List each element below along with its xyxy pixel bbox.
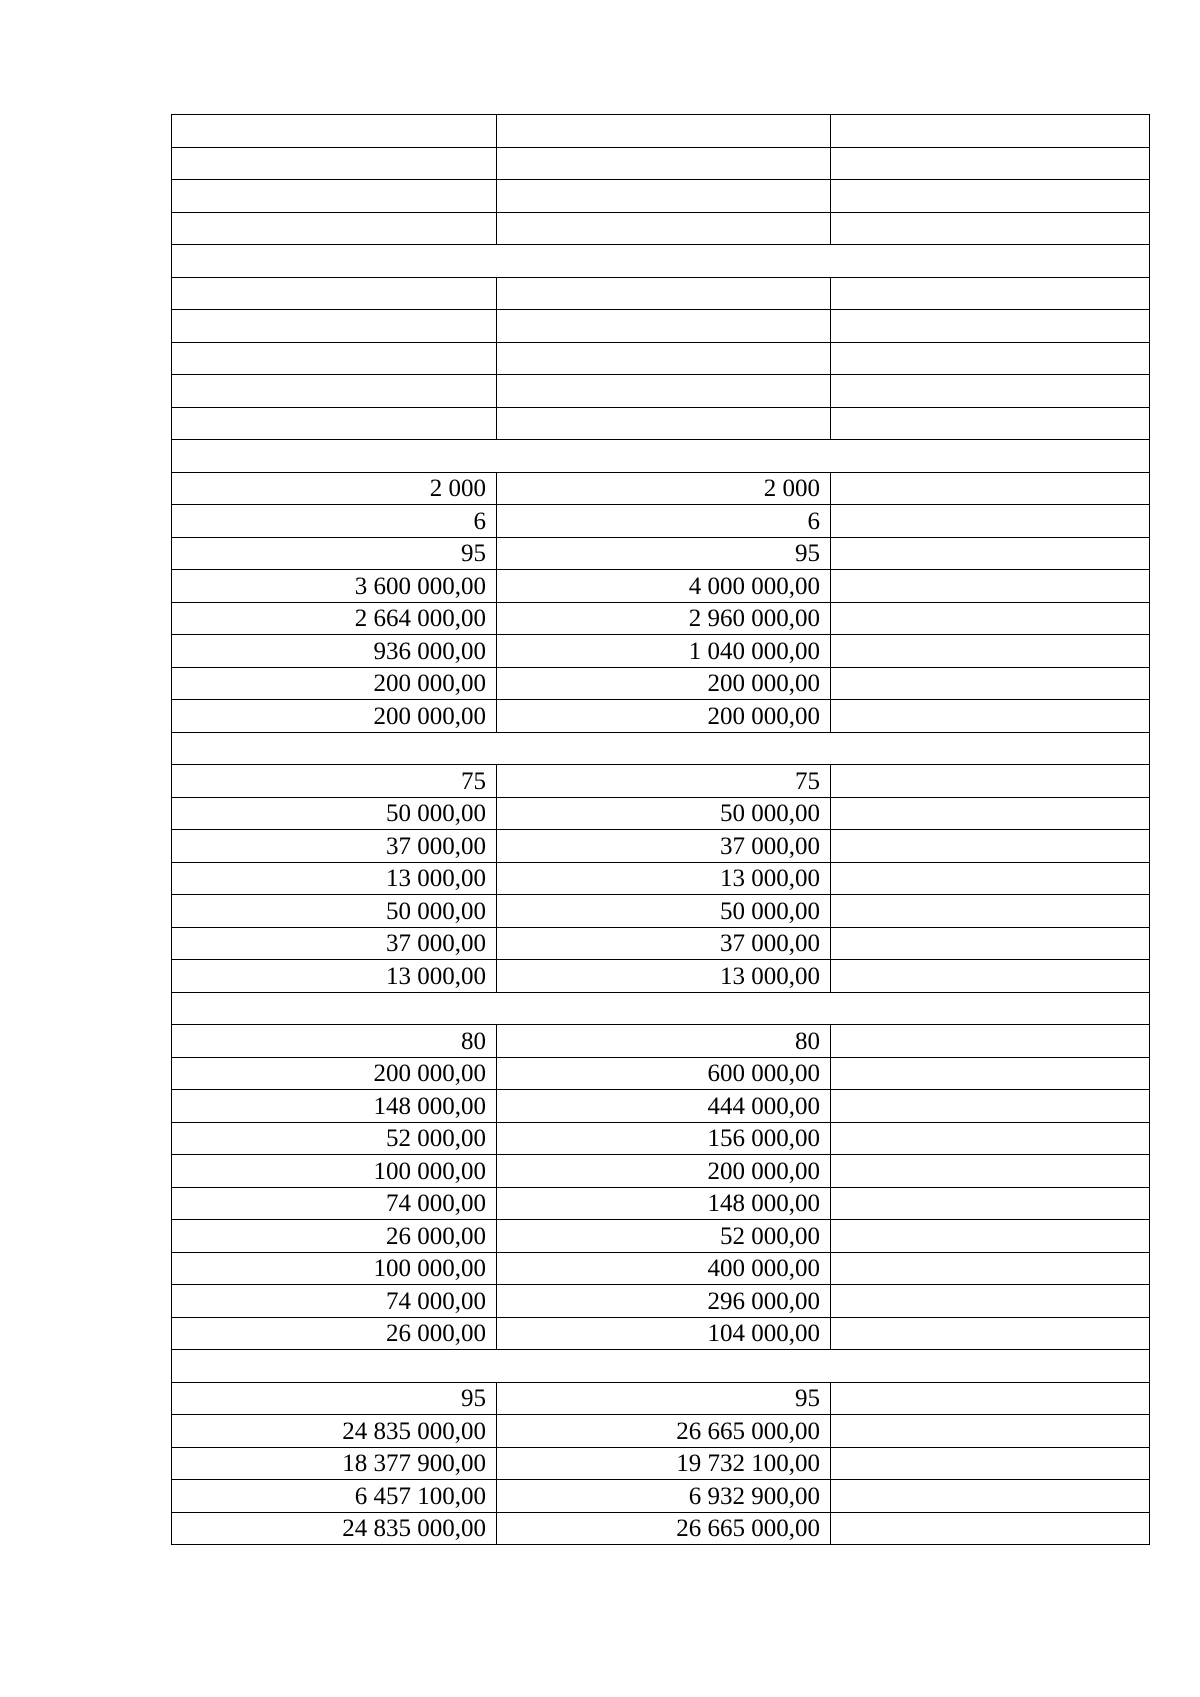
table-cell-col3	[831, 212, 1150, 245]
table-cell-col3	[831, 375, 1150, 408]
table-cell-col1: 75	[172, 765, 497, 798]
section-separator-row	[172, 732, 1150, 765]
table-cell-col1	[172, 375, 497, 408]
table-row	[172, 570, 1150, 603]
table-cell-col2: 2 960 000,00	[497, 602, 831, 635]
table-cell-col1: 936 000,00	[172, 635, 497, 668]
table-row	[172, 407, 1150, 440]
table-row	[172, 1057, 1150, 1090]
table-cell-col3	[831, 830, 1150, 863]
table-cell-col3	[831, 147, 1150, 180]
table-row	[172, 1187, 1150, 1220]
table-cell-col1: 24 835 000,00	[172, 1415, 497, 1448]
table-row	[172, 765, 1150, 798]
table-cell-col2: 296 000,00	[497, 1285, 831, 1318]
table-row	[172, 1090, 1150, 1123]
table-row	[172, 1512, 1150, 1545]
table-row	[172, 537, 1150, 570]
table-cell-col3	[831, 1415, 1150, 1448]
table-cell-col3	[831, 407, 1150, 440]
table-cell-col3	[831, 1447, 1150, 1480]
table-cell-col2	[497, 277, 831, 310]
table-cell-col3	[831, 1285, 1150, 1318]
table-cell-col1: 200 000,00	[172, 1057, 497, 1090]
table-cell-col2: 200 000,00	[497, 700, 831, 733]
section-separator-row	[172, 992, 1150, 1025]
table-cell-col1: 6	[172, 505, 497, 538]
table-cell-col1: 3 600 000,00	[172, 570, 497, 603]
table-cell-col1	[172, 342, 497, 375]
section-separator-cell	[172, 992, 1150, 1025]
table-row	[172, 342, 1150, 375]
table-cell-col3	[831, 537, 1150, 570]
table-cell-col3	[831, 862, 1150, 895]
table-row	[172, 1252, 1150, 1285]
table-row	[172, 1317, 1150, 1350]
table-row	[172, 895, 1150, 928]
table-cell-col1: 37 000,00	[172, 830, 497, 863]
table-cell-col2: 26 665 000,00	[497, 1415, 831, 1448]
table-row	[172, 1285, 1150, 1318]
table-cell-col3	[831, 895, 1150, 928]
table-cell-col2: 50 000,00	[497, 895, 831, 928]
table-cell-col2: 95	[497, 537, 831, 570]
table-cell-col3	[831, 960, 1150, 993]
table-row	[172, 1447, 1150, 1480]
table-cell-col1: 50 000,00	[172, 895, 497, 928]
table-cell-col1: 37 000,00	[172, 927, 497, 960]
table-cell-col3	[831, 602, 1150, 635]
section-separator-row	[172, 1350, 1150, 1383]
table-cell-col1	[172, 310, 497, 343]
table-cell-col3	[831, 1512, 1150, 1545]
table-row	[172, 830, 1150, 863]
table-cell-col3	[831, 1057, 1150, 1090]
table-cell-col1: 200 000,00	[172, 667, 497, 700]
table-cell-col2: 75	[497, 765, 831, 798]
table-cell-col2: 13 000,00	[497, 862, 831, 895]
table-cell-col3	[831, 180, 1150, 213]
table-cell-col3	[831, 1187, 1150, 1220]
table-cell-col3	[831, 1155, 1150, 1188]
table-row	[172, 1155, 1150, 1188]
table-row	[172, 1220, 1150, 1253]
table-cell-col1: 80	[172, 1025, 497, 1058]
section-separator-cell	[172, 1350, 1150, 1383]
table-cell-col2: 444 000,00	[497, 1090, 831, 1123]
table-cell-col1: 18 377 900,00	[172, 1447, 497, 1480]
table-cell-col2: 1 040 000,00	[497, 635, 831, 668]
table-row	[172, 1415, 1150, 1448]
table-cell-col1: 52 000,00	[172, 1122, 497, 1155]
table-cell-col1: 95	[172, 537, 497, 570]
table-cell-col3	[831, 927, 1150, 960]
table-cell-col2: 80	[497, 1025, 831, 1058]
table-cell-col1: 50 000,00	[172, 797, 497, 830]
table-cell-col2: 6 932 900,00	[497, 1480, 831, 1513]
table-row	[172, 862, 1150, 895]
table-cell-col2: 6	[497, 505, 831, 538]
table-row	[172, 310, 1150, 343]
table-cell-col2: 600 000,00	[497, 1057, 831, 1090]
table-cell-col1: 6 457 100,00	[172, 1480, 497, 1513]
section-separator-row	[172, 440, 1150, 473]
table-row	[172, 667, 1150, 700]
table-cell-col1: 200 000,00	[172, 700, 497, 733]
section-separator-cell	[172, 440, 1150, 473]
table-cell-col1	[172, 407, 497, 440]
table-cell-col3	[831, 1122, 1150, 1155]
section-separator-cell	[172, 245, 1150, 278]
table-cell-col3	[831, 667, 1150, 700]
table-cell-col2: 148 000,00	[497, 1187, 831, 1220]
table-cell-col3	[831, 1317, 1150, 1350]
table-cell-col2: 400 000,00	[497, 1252, 831, 1285]
table-cell-col2: 50 000,00	[497, 797, 831, 830]
table-cell-col2	[497, 147, 831, 180]
table-row	[172, 472, 1150, 505]
table-cell-col2: 200 000,00	[497, 667, 831, 700]
table-cell-col3	[831, 797, 1150, 830]
table-cell-col2: 37 000,00	[497, 830, 831, 863]
table-row	[172, 115, 1150, 148]
table-cell-col1: 26 000,00	[172, 1317, 497, 1350]
table-row	[172, 147, 1150, 180]
table-row	[172, 277, 1150, 310]
table-cell-col3	[831, 1480, 1150, 1513]
table-cell-col1: 74 000,00	[172, 1285, 497, 1318]
table-cell-col1: 26 000,00	[172, 1220, 497, 1253]
table-cell-col2: 26 665 000,00	[497, 1512, 831, 1545]
table-cell-col3	[831, 277, 1150, 310]
table-cell-col2: 37 000,00	[497, 927, 831, 960]
table-cell-col1: 13 000,00	[172, 862, 497, 895]
table-cell-col2	[497, 407, 831, 440]
table-cell-col3	[831, 472, 1150, 505]
table-row	[172, 797, 1150, 830]
table-cell-col1	[172, 277, 497, 310]
table-cell-col2: 19 732 100,00	[497, 1447, 831, 1480]
table-cell-col3	[831, 1382, 1150, 1415]
table-cell-col3	[831, 1090, 1150, 1123]
table-cell-col2	[497, 115, 831, 148]
data-table	[171, 114, 1150, 1545]
table-cell-col3	[831, 1025, 1150, 1058]
table-cell-col2: 52 000,00	[497, 1220, 831, 1253]
table-cell-col2: 156 000,00	[497, 1122, 831, 1155]
section-separator-cell	[172, 732, 1150, 765]
table-cell-col3	[831, 505, 1150, 538]
table-cell-col1: 148 000,00	[172, 1090, 497, 1123]
table-cell-col1: 100 000,00	[172, 1155, 497, 1188]
table-row	[172, 505, 1150, 538]
table-cell-col1	[172, 180, 497, 213]
table-cell-col1: 74 000,00	[172, 1187, 497, 1220]
table-cell-col2: 104 000,00	[497, 1317, 831, 1350]
table-cell-col2	[497, 180, 831, 213]
table-cell-col1: 13 000,00	[172, 960, 497, 993]
table-row	[172, 700, 1150, 733]
table-cell-col1: 24 835 000,00	[172, 1512, 497, 1545]
table-row	[172, 1382, 1150, 1415]
table-row	[172, 927, 1150, 960]
table-cell-col1: 2 664 000,00	[172, 602, 497, 635]
table-row	[172, 960, 1150, 993]
table-cell-col2: 4 000 000,00	[497, 570, 831, 603]
table-row	[172, 635, 1150, 668]
table-cell-col2: 200 000,00	[497, 1155, 831, 1188]
table-cell-col1	[172, 147, 497, 180]
table-body	[172, 115, 1150, 1545]
table-cell-col2: 95	[497, 1382, 831, 1415]
table-row	[172, 1480, 1150, 1513]
table-cell-col1: 100 000,00	[172, 1252, 497, 1285]
table-row	[172, 375, 1150, 408]
table-row	[172, 180, 1150, 213]
table-cell-col2	[497, 310, 831, 343]
table-cell-col2	[497, 375, 831, 408]
table-cell-col2	[497, 342, 831, 375]
table-cell-col3	[831, 700, 1150, 733]
table-cell-col2: 2 000	[497, 472, 831, 505]
table-cell-col3	[831, 765, 1150, 798]
table-cell-col1: 2 000	[172, 472, 497, 505]
table-cell-col1	[172, 212, 497, 245]
table-cell-col3	[831, 115, 1150, 148]
table-cell-col1: 95	[172, 1382, 497, 1415]
table-row	[172, 602, 1150, 635]
table-cell-col3	[831, 310, 1150, 343]
table-cell-col3	[831, 342, 1150, 375]
table-cell-col3	[831, 1220, 1150, 1253]
table-row	[172, 212, 1150, 245]
table-cell-col2	[497, 212, 831, 245]
table-cell-col3	[831, 1252, 1150, 1285]
table-row	[172, 1122, 1150, 1155]
table-cell-col3	[831, 635, 1150, 668]
table-cell-col2: 13 000,00	[497, 960, 831, 993]
table-cell-col1	[172, 115, 497, 148]
table-row	[172, 1025, 1150, 1058]
section-separator-row	[172, 245, 1150, 278]
table-cell-col3	[831, 570, 1150, 603]
